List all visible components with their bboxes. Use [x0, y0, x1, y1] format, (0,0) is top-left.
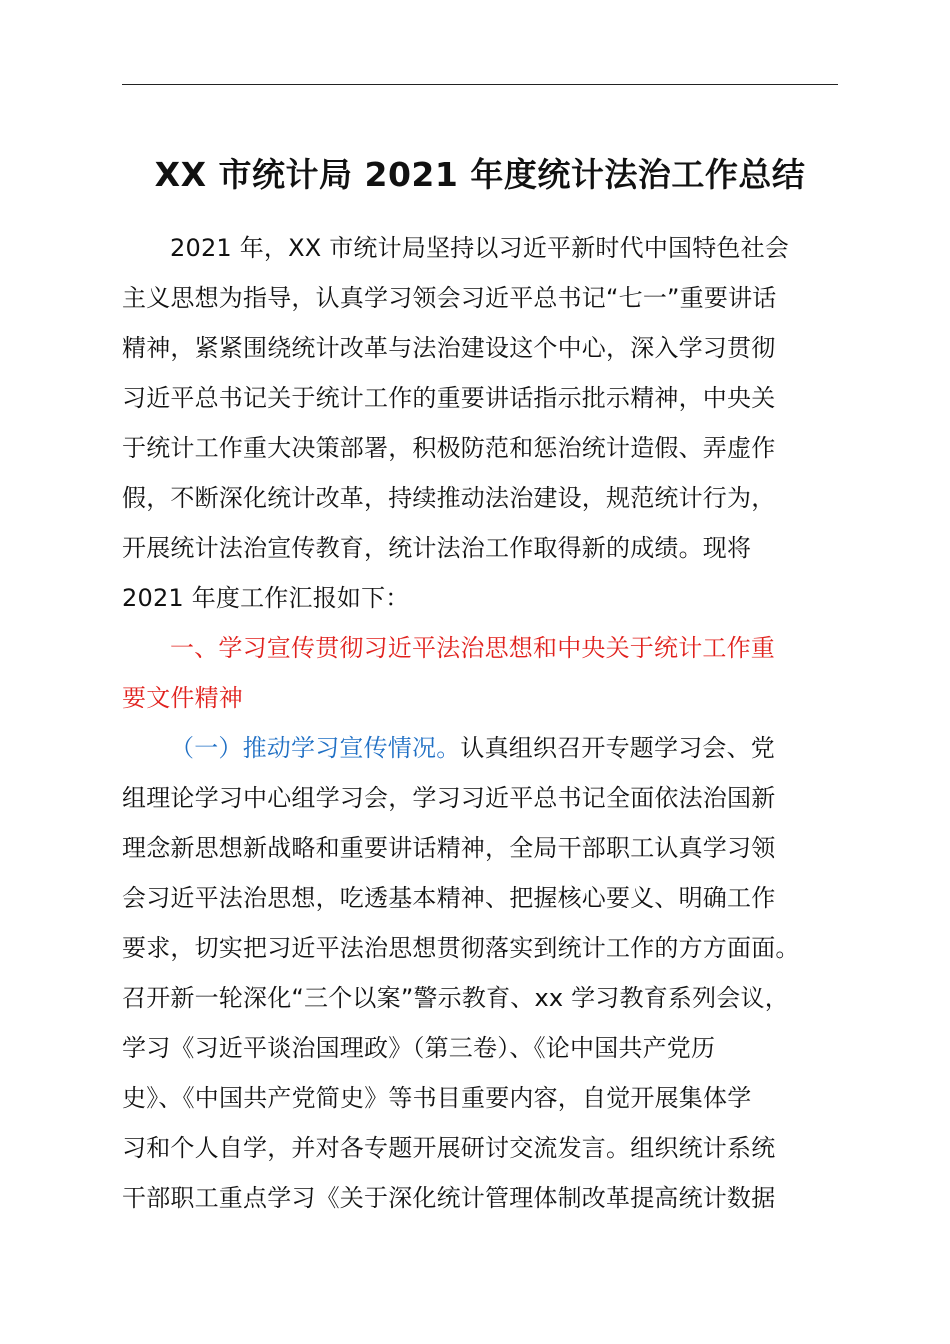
paragraph-line: 理念新思想新战略和重要讲话精神，全局干部职工认真学习领 — [122, 834, 776, 862]
subsection-label: （一）推动学习宣传情况。 — [170, 734, 461, 762]
paragraph-line: 学习《习近平谈治国理政》（第三卷）、《论中国共产党历 — [122, 1034, 716, 1062]
paragraph-line: 要求，切实把习近平法治思想贯彻落实到统计工作的方方面面。 — [122, 934, 800, 962]
paragraph-line: 2021 年度工作汇报如下： — [122, 584, 410, 612]
paragraph-line: 精神，紧紧围绕统计改革与法治建设这个中心，深入学习贯彻 — [122, 334, 776, 362]
paragraph-line: 习和个人自学，并对各专题开展研讨交流发言。组织统计系统 — [122, 1134, 776, 1162]
paragraph-line: 于统计工作重大决策部署，积极防范和惩治统计造假、弄虚作 — [122, 434, 776, 462]
paragraph-line: 组理论学习中心组学习会，学习习近平总书记全面依法治国新 — [122, 784, 776, 812]
header-rule — [122, 84, 838, 85]
section-heading-line: 要文件精神 — [122, 684, 243, 712]
paragraph-line: 主义思想为指导，认真学习领会习近平总书记“七一”重要讲话 — [122, 284, 777, 312]
document-body — [122, 223, 838, 1223]
paragraph-line: 2021 年，XX 市统计局坚持以习近平新时代中国特色社会 — [170, 234, 790, 262]
document-title: XX 市统计局 2021 年度统计法治工作总结 — [154, 155, 806, 194]
paragraph-line: 习近平总书记关于统计工作的重要讲话指示批示精神，中央关 — [122, 384, 776, 412]
paragraph-line: 开展统计法治宣传教育，统计法治工作取得新的成绩。现将 — [122, 534, 752, 562]
paragraph-line: 假，不断深化统计改革，持续推动法治建设，规范统计行为， — [122, 484, 776, 512]
section-heading-line: 一、学习宣传贯彻习近平法治思想和中央关于统计工作重 — [170, 634, 775, 662]
paragraph-line: 干部职工重点学习《关于深化统计管理体制改革提高统计数据 — [122, 1184, 776, 1212]
paragraph-line: 会习近平法治思想，吃透基本精神、把握核心要义、明确工作 — [122, 884, 776, 912]
subsection-text: 认真组织召开专题学习会、党 — [460, 734, 776, 762]
subsection-first-line — [122, 723, 838, 773]
paragraph-line: 史》、《中国共产党简史》等书目重要内容，自觉开展集体学 — [122, 1084, 752, 1112]
paragraph-line: 召开新一轮深化“三个以案”警示教育、xx 学习教育系列会议， — [122, 984, 789, 1012]
